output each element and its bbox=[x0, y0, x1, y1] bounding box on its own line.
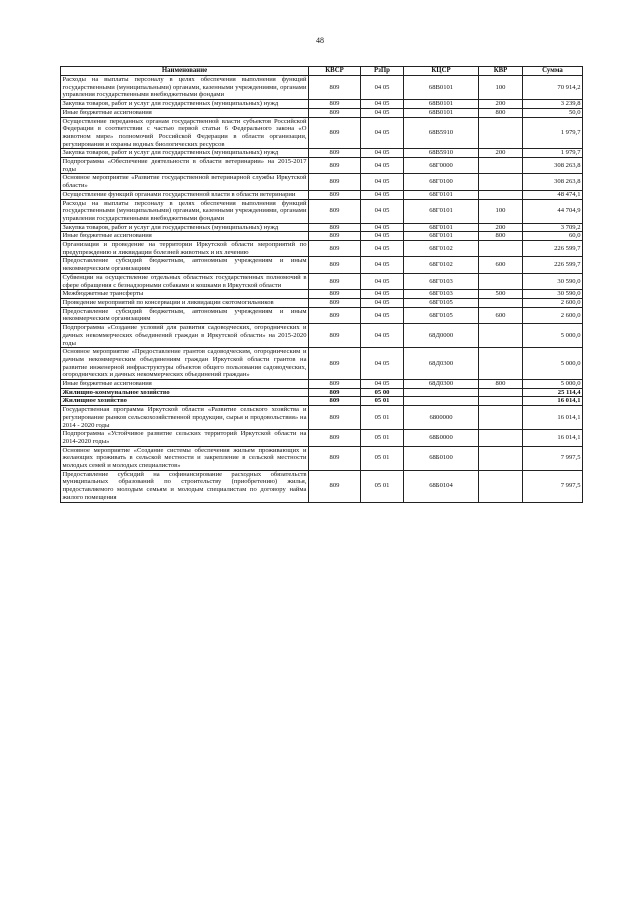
cell-name: Жилищное хозяйство bbox=[61, 397, 309, 406]
cell-rzpr: 05 00 bbox=[361, 388, 404, 397]
cell-kcsr: 68В0101 bbox=[404, 76, 479, 100]
cell-kcsr: 68Г0103 bbox=[404, 273, 479, 289]
cell-kcsr: 68Г0000 bbox=[404, 158, 479, 174]
cell-kvr bbox=[479, 117, 523, 149]
cell-kvsr: 809 bbox=[309, 298, 361, 307]
cell-sum: 48 474,1 bbox=[523, 190, 583, 199]
cell-name: Подпрограмма «Устойчивое развитие сельских территорий Иркутской области на 2014-2020 годы» bbox=[62, 430, 307, 445]
cell-rzpr: 04 05 bbox=[361, 174, 404, 190]
cell-rzpr: 04 05 bbox=[361, 290, 404, 299]
cell-name: Предоставление субсидий на софинансирование расходных обязательств муниципальных образований по строительству (приобретению) жилья, предоставляемого молодым семьям и молодым специалистам по договору найма жилого помещения bbox=[62, 470, 307, 501]
cell-kvsr: 809 bbox=[309, 108, 361, 117]
table-row bbox=[61, 241, 583, 257]
table-row bbox=[61, 348, 583, 380]
table-row bbox=[61, 388, 583, 397]
cell-sum: 2 600,0 bbox=[523, 307, 583, 323]
cell-sum: 308 263,8 bbox=[523, 158, 583, 174]
cell-name: Предоставление субсидий бюджетным, автономным учреждениям и иным некоммерческим организациям bbox=[62, 257, 307, 273]
cell-kcsr: 68В0101 bbox=[404, 100, 479, 109]
cell-rzpr: 04 05 bbox=[361, 348, 404, 380]
cell-kvsr: 809 bbox=[309, 324, 361, 348]
cell-kvsr: 809 bbox=[309, 76, 361, 100]
cell-kvr: 500 bbox=[479, 290, 523, 299]
cell-rzpr: 04 05 bbox=[361, 223, 404, 232]
cell-rzpr: 04 05 bbox=[361, 190, 404, 199]
table-row bbox=[61, 257, 583, 273]
cell-kvr bbox=[479, 190, 523, 199]
table-row bbox=[61, 298, 583, 307]
cell-name: Основное мероприятие «Создание системы обеспечения жильем проживающих и желающих проживать в сельской местности и закрепление в сельской местности молодых семей и молодых специалистов» bbox=[62, 446, 307, 470]
cell-kvsr: 809 bbox=[309, 199, 361, 223]
cell-kvsr: 809 bbox=[309, 174, 361, 190]
cell-kcsr: 6800000 bbox=[404, 406, 479, 430]
cell-kcsr: 68Г0100 bbox=[404, 174, 479, 190]
cell-rzpr: 04 05 bbox=[361, 100, 404, 109]
cell-kvr bbox=[479, 158, 523, 174]
budget-table bbox=[60, 66, 583, 503]
header-kcsr: КЦСР bbox=[404, 67, 479, 76]
cell-name: Иные бюджетные ассигнования bbox=[61, 108, 309, 117]
cell-kvr bbox=[479, 446, 523, 470]
cell-rzpr: 05 01 bbox=[361, 430, 404, 446]
cell-kvr: 600 bbox=[479, 307, 523, 323]
table-row bbox=[61, 406, 583, 430]
cell-name: Субвенции на осуществление отдельных областных государственных полномочий в сфере обращения с безнадзорными собаками и кошками в Иркутской области bbox=[62, 273, 307, 289]
cell-sum: 60,0 bbox=[523, 232, 583, 241]
cell-name: Иные бюджетные ассигнования bbox=[61, 380, 309, 389]
cell-kvsr: 809 bbox=[309, 149, 361, 158]
cell-kvr bbox=[479, 470, 523, 502]
cell-name: Организация и проведение на территории Иркутской области мероприятий по предупреждению и ликвидации болезней животных и их лечению bbox=[62, 241, 307, 256]
cell-kcsr: 68Б0100 bbox=[404, 446, 479, 470]
cell-name: Государственная программа Иркутской области «Развитие сельского хозяйства и регулирование рынков сельскохозяйственной продукции, сырья и продовольствия» на 2014 - 2020 годы bbox=[62, 406, 307, 429]
cell-kvsr: 809 bbox=[309, 223, 361, 232]
cell-kvr: 200 bbox=[479, 149, 523, 158]
cell-rzpr: 04 05 bbox=[361, 257, 404, 273]
cell-kvr bbox=[479, 397, 523, 406]
cell-name: Закупка товаров, работ и услуг для государственных (муниципальных) нужд bbox=[61, 223, 309, 232]
cell-rzpr: 04 05 bbox=[361, 324, 404, 348]
cell-name: Предоставление субсидий бюджетным, автономным учреждениям и иным некоммерческим организациям bbox=[62, 307, 307, 323]
header-name: Наименование bbox=[61, 67, 309, 76]
cell-sum: 3 709,2 bbox=[523, 223, 583, 232]
table-row bbox=[61, 190, 583, 199]
table-row bbox=[61, 76, 583, 100]
cell-rzpr: 04 05 bbox=[361, 117, 404, 149]
cell-rzpr: 04 05 bbox=[361, 241, 404, 257]
cell-kvr bbox=[479, 406, 523, 430]
cell-kvr bbox=[479, 174, 523, 190]
cell-sum: 7 997,5 bbox=[523, 470, 583, 502]
cell-kvsr: 809 bbox=[309, 446, 361, 470]
cell-kcsr: 68Г0102 bbox=[404, 241, 479, 257]
cell-kvr bbox=[479, 430, 523, 446]
cell-rzpr: 05 01 bbox=[361, 397, 404, 406]
table-row bbox=[61, 174, 583, 190]
cell-kvr: 600 bbox=[479, 257, 523, 273]
table-row bbox=[61, 430, 583, 446]
cell-kcsr bbox=[404, 397, 479, 406]
cell-sum: 30 590,0 bbox=[523, 273, 583, 289]
cell-kvr bbox=[479, 273, 523, 289]
cell-sum: 25 114,4 bbox=[523, 388, 583, 397]
cell-kvsr: 809 bbox=[309, 241, 361, 257]
cell-kvsr: 809 bbox=[309, 380, 361, 389]
table-row bbox=[61, 397, 583, 406]
cell-kcsr: 68Г0101 bbox=[404, 223, 479, 232]
cell-rzpr: 04 05 bbox=[361, 307, 404, 323]
cell-kvr bbox=[479, 298, 523, 307]
cell-kcsr: 68Д0000 bbox=[404, 324, 479, 348]
cell-sum: 226 599,7 bbox=[523, 257, 583, 273]
table-header-row bbox=[61, 67, 583, 76]
cell-sum: 3 239,8 bbox=[523, 100, 583, 109]
cell-kvr bbox=[479, 388, 523, 397]
table-row bbox=[61, 273, 583, 289]
cell-kcsr: 68В0101 bbox=[404, 108, 479, 117]
cell-kvsr: 809 bbox=[309, 290, 361, 299]
table-row bbox=[61, 232, 583, 241]
cell-kcsr: 68Г0105 bbox=[404, 298, 479, 307]
table-row bbox=[61, 470, 583, 502]
cell-sum: 5 000,0 bbox=[523, 380, 583, 389]
cell-rzpr: 04 05 bbox=[361, 380, 404, 389]
table-row bbox=[61, 158, 583, 174]
cell-sum: 1 979,7 bbox=[523, 149, 583, 158]
cell-kvsr: 809 bbox=[309, 307, 361, 323]
cell-kvsr: 809 bbox=[309, 100, 361, 109]
cell-name: Проведение мероприятий по консервации и ликвидации скотомогильников bbox=[61, 298, 309, 307]
table-row bbox=[61, 117, 583, 149]
cell-kvr: 800 bbox=[479, 108, 523, 117]
cell-rzpr: 04 05 bbox=[361, 273, 404, 289]
cell-kcsr: 68Г0103 bbox=[404, 290, 479, 299]
cell-sum: 308 263,8 bbox=[523, 174, 583, 190]
cell-sum: 5 000,0 bbox=[523, 348, 583, 380]
table-row bbox=[61, 199, 583, 223]
cell-rzpr: 04 05 bbox=[361, 298, 404, 307]
table-row bbox=[61, 380, 583, 389]
cell-sum: 16 014,1 bbox=[523, 397, 583, 406]
table-body bbox=[61, 76, 583, 503]
table-row bbox=[61, 149, 583, 158]
cell-rzpr: 04 05 bbox=[361, 149, 404, 158]
header-kvsr: КВСР bbox=[309, 67, 361, 76]
cell-kvr bbox=[479, 241, 523, 257]
cell-name: Подпрограмма «Обеспечение деятельности в области ветеринарии» на 2015-2017 годы bbox=[62, 158, 307, 173]
cell-kvr: 800 bbox=[479, 380, 523, 389]
table-row bbox=[61, 100, 583, 109]
cell-name: Иные бюджетные ассигнования bbox=[61, 232, 309, 241]
table-row bbox=[61, 324, 583, 348]
header-sum: Сумма bbox=[523, 67, 583, 76]
cell-name: Осуществление переданных органам государственной власти субъектов Российской Федерации в соответствии с частью первой статьи 6 Федерального закона «О животном мире» полномочий Российской Федерации в области организации, регулирования и охраны водных биологических ресурсов bbox=[62, 117, 307, 148]
cell-kcsr bbox=[404, 388, 479, 397]
cell-name: Жилищно-коммунальное хозяйство bbox=[61, 388, 309, 397]
cell-kvr: 200 bbox=[479, 223, 523, 232]
cell-kcsr: 68Г0101 bbox=[404, 190, 479, 199]
cell-kvsr: 809 bbox=[309, 158, 361, 174]
cell-sum: 5 000,0 bbox=[523, 324, 583, 348]
cell-kvr: 100 bbox=[479, 199, 523, 223]
cell-rzpr: 04 05 bbox=[361, 158, 404, 174]
cell-kvsr: 809 bbox=[309, 190, 361, 199]
cell-kvsr: 809 bbox=[309, 257, 361, 273]
cell-kvsr: 809 bbox=[309, 273, 361, 289]
cell-kvr: 100 bbox=[479, 76, 523, 100]
cell-kcsr: 68В5910 bbox=[404, 149, 479, 158]
cell-name: Подпрограмма «Создание условий для развития садоводческих, огороднических и дачных некоммерческих объединений граждан в Иркутской области» на 2015-2020 годы bbox=[62, 324, 307, 347]
cell-kcsr: 68Г0105 bbox=[404, 307, 479, 323]
table-row bbox=[61, 223, 583, 232]
cell-rzpr: 04 05 bbox=[361, 232, 404, 241]
cell-kvr bbox=[479, 348, 523, 380]
cell-kcsr: 68В5910 bbox=[404, 117, 479, 149]
cell-kvr bbox=[479, 324, 523, 348]
cell-kcsr: 68Б0104 bbox=[404, 470, 479, 502]
cell-kcsr: 68Б0000 bbox=[404, 430, 479, 446]
cell-kvr: 800 bbox=[479, 232, 523, 241]
cell-kvsr: 809 bbox=[309, 397, 361, 406]
cell-kvsr: 809 bbox=[309, 348, 361, 380]
cell-kcsr: 68Г0101 bbox=[404, 199, 479, 223]
header-rzpr: РзПр bbox=[361, 67, 404, 76]
cell-sum: 16 014,1 bbox=[523, 406, 583, 430]
cell-kcsr: 68Г0101 bbox=[404, 232, 479, 241]
cell-sum: 16 014,1 bbox=[523, 430, 583, 446]
cell-name: Закупка товаров, работ и услуг для государственных (муниципальных) нужд bbox=[61, 100, 309, 109]
cell-sum: 1 979,7 bbox=[523, 117, 583, 149]
cell-rzpr: 05 01 bbox=[361, 446, 404, 470]
cell-name: Основное мероприятие «Предоставление грантов садоводческим, огородническим и дачным некоммерческим объединениям граждан Иркутской области грантов на развитие инженерной инфраструктуры объектов общего пользования садоводческих, огороднических и дачных некоммерческих объединений граждан» bbox=[62, 348, 307, 379]
cell-kcsr: 68Д0300 bbox=[404, 348, 479, 380]
cell-sum: 226 599,7 bbox=[523, 241, 583, 257]
cell-rzpr: 05 01 bbox=[361, 470, 404, 502]
table-row bbox=[61, 307, 583, 323]
table-row bbox=[61, 446, 583, 470]
cell-kvr: 200 bbox=[479, 100, 523, 109]
cell-kvsr: 809 bbox=[309, 430, 361, 446]
cell-name: Межбюджетные трансферты bbox=[61, 290, 309, 299]
cell-rzpr: 04 05 bbox=[361, 108, 404, 117]
cell-name: Расходы на выплаты персоналу в целях обеспечения выполнения функций государственными (муниципальными) органами, казенными учреждениями, органами управления государственными внебюджетными фондами bbox=[62, 76, 307, 99]
cell-name: Расходы на выплаты персоналу в целях обеспечения выполнения функций государственными (муниципальными) органами, казенными учреждениями, органами управления государственными внебюджетными фондами bbox=[62, 199, 307, 222]
cell-rzpr: 04 05 bbox=[361, 76, 404, 100]
header-kvr: КВР bbox=[479, 67, 523, 76]
cell-kvsr: 809 bbox=[309, 117, 361, 149]
cell-name: Осуществление функций органами государственной власти в области ветеринарии bbox=[61, 190, 309, 199]
cell-rzpr: 04 05 bbox=[361, 199, 404, 223]
cell-kcsr: 68Д0300 bbox=[404, 380, 479, 389]
cell-kcsr: 68Г0102 bbox=[404, 257, 479, 273]
cell-sum: 44 704,9 bbox=[523, 199, 583, 223]
cell-sum: 7 997,5 bbox=[523, 446, 583, 470]
cell-kvsr: 809 bbox=[309, 406, 361, 430]
cell-kvsr: 809 bbox=[309, 470, 361, 502]
cell-sum: 50,0 bbox=[523, 108, 583, 117]
table-row bbox=[61, 108, 583, 117]
cell-name: Основное мероприятие «Развитие государственной ветеринарной службы Иркутской области» bbox=[62, 174, 307, 190]
cell-kvsr: 809 bbox=[309, 232, 361, 241]
cell-sum: 2 600,0 bbox=[523, 298, 583, 307]
table-row bbox=[61, 290, 583, 299]
cell-kvsr: 809 bbox=[309, 388, 361, 397]
cell-name: Закупка товаров, работ и услуг для государственных (муниципальных) нужд bbox=[61, 149, 309, 158]
cell-sum: 30 590,0 bbox=[523, 290, 583, 299]
page-number: 48 bbox=[316, 36, 324, 45]
cell-sum: 70 914,2 bbox=[523, 76, 583, 100]
cell-rzpr: 05 01 bbox=[361, 406, 404, 430]
